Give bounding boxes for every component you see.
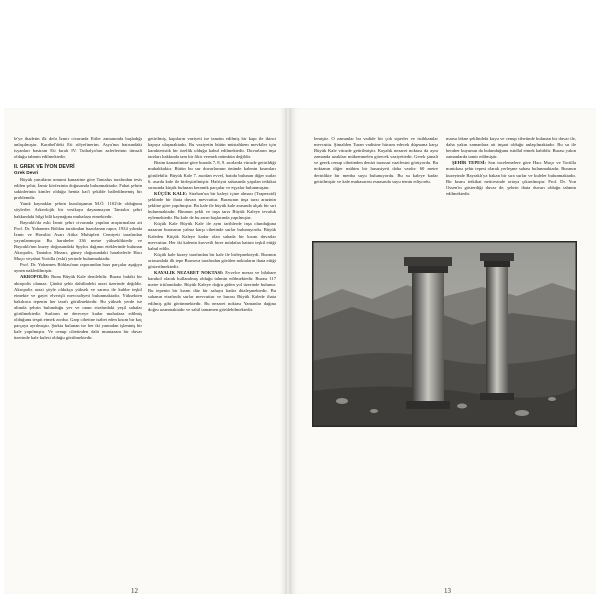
paragraph: getirilmiş, kapıların vaziyeti ise tanzim edilmiş bir kapı ile ikinci kapıya ulaşmaktadır. Bu vaziyetin bütün müstahkem mevkiler için karakteristik bir özellik olduğu kabul edilmektedir. Duvarların inşa tarzları hakkında tam bir fikir vermek mümkün değildir. <box>148 136 276 160</box>
kayalik-label: KAYALIK NEZARET NOKTASI: <box>154 270 224 276</box>
section-subheading: Grek Devri <box>14 170 39 176</box>
columns-illustration <box>312 241 577 427</box>
akropolis-paragraph <box>14 274 142 341</box>
paragraph: Büyük yanıtların umumi kanaatine göre Tantalus tarafından tesis edilen şehir, İzmir körfezinin doğusunda bulunmaktadır. Fakat şehrin sakinlerinin kimler olduğu henüz kat'i şekilde halledilmemiş bir problemdir. <box>14 176 142 201</box>
akropolis-text: Buna Büyük Kale denilebilir. Burası bakiki bir akropolis olamaz. Çünkü şehir dahilindeki arazi üzerinde değildir. Akropolis arazi şöyle oldukça yüksek ve sarımı ile kubbe teşkil etmekte ve gayet elverişli mevcudiyeti bulunmaktadır. Yüksekten bakılınca tepenin her tarafı görülmektedir. Bu yüksek yerde ise altında şehrin bulunduğu yer ve onun etrafındaki yeşil sahalar görülmektedir. Surların ne dereceye kadar muhafaza edilmiş olduğunu tespit etmek zordur. Garp cihetine isabet eden kısım bir kaç parçaya ayrılmıştır. Şarkta bulunan ise her iki yanından işlenmiş bir kale yapılmıştır. Ve cenup cihetinden dahi muntazam bir duvar üzerinde kale kulesi olduğu görülmektedir. <box>14 274 142 341</box>
paragraph: Küçük Kale Büyük Kale ile aynı tarihlerde inşa olunduğuna nazaran burasının yalnız karşı cihetinde surlar bulunuyordu. Büyük Kaleden Küçük Kaleye kadar olan sahada bir kısım duvarlar mevcuttur. Her iki kalenin kuvvetli birer müdafaa hattını teşkil ettiği kabul edilir. <box>148 221 276 251</box>
section-heading: II. GREK VE İYON DEVRİ <box>14 164 75 171</box>
left-page-column-1 <box>14 136 142 581</box>
left-page-column-2 <box>148 136 276 581</box>
akropolis-label: AKROPOLİS: <box>20 274 50 280</box>
paragraph: Yanık kaynaklar şehrin kuruluşunun M.Ö. 1102'de olduğunu söylerler. Arkeolojik bir vesikaya dayanmayan Tantalos şehri hakkındaki bilgi bilâ kaynağına muhafaza etmektedir. <box>14 201 142 219</box>
right-page-column-2 <box>446 136 576 234</box>
kayalik-text: Evvelce mezar ve bilahare karakol olarak kullanılmış olduğu tahmin edilmektedir. Burası 117 metre irtifaındadır. Büyük Kaleye doğru giden yol üzerinde bulunur. Bu tepenin bir kısmı düz bir sahaya kadar düzleşmektedir. Bu sahanın etrafında surlar mevcuttur ve burası Büyük Kalede ihata edilmiş gibi görünmektedir. Bu nezaret noktası Yamanlar dağına doğru uzanmaktadır ve sahil tamamen görülebilmektedir. <box>148 270 276 312</box>
kucuk-kale-label: KÜÇÜK KALE: <box>154 190 188 196</box>
paragraph: Bizim kanaatimize göre burada 7, 8, 9. asırlarda vücude getirildiği muhakkaktır. Bütün bu sur duvarlarının önünde kalenin kısımları görülebilir. Büyük Kale 7. asırdan evvel, batıda bulunan diğer surlar 6. asırda kale ile birleştirilmiştir. Hafriyat sahasında yapılan tetkikat sırasında küçük bulunan keramik parçalar ve eşyalar bulunmuştur. <box>148 160 276 190</box>
paragraph: lemiştir. O zamanlar bu vadide bir çok siperler ve istihkamlar mevcuttu. Şimalden Turan vadisine hücum edecek düşmana karşı Büyük Kale vücude getirilmiştir. Kayalık nezaret noktası da aynı zamanda uzakları mükemmelen görecek vaziyettedir. Gerek şimali ve gerek cenup cihetinden denizi tarassut vazifesini görüyordu. Bu noktanın diğer mühim bir hususiyeti daha vardır: 60 metre derinlikte bir menba suyu bulunuyordu. Bu su kaleye kadar getirilmiştir ve kale muhasarası esnasında suyu temin ediyordu. <box>314 136 438 184</box>
intro-text: le'ye ihadetin ilk defa İzmir civarında Etiler zamanında başladığı anlaşılmıştır. Karabel'deki Eti rölyefinerim. Asya'nın batısındaki isyanları bastıran Eti kıralı IV. Tuthalya'nın zaferlerinin timsali olduğu tahmin edilmektedir. <box>14 136 142 160</box>
paragraph: Küçük kale kuzey tarafından bir kale ile birleşmekteydi. Buranın ortasındaki ilk tepe Bornova tarafından görülen noktaların ihata ettiği gösterilmektedir. <box>148 251 276 269</box>
kayalik-paragraph <box>148 270 276 313</box>
ruins-photo <box>312 241 577 427</box>
paragraph: Bayraklı'da eski İzmir şehri civarında yapılan araştırmalara ait Prof. Dr. Yohannes Böhlau tarafından hazırlanan rapor, 1934 yılında İzmir ve Havalisi Asarı Atika Muhipleri Cemiyeti tarafından yayınlanmıştır. Bu harabeler 336 metre yüksekliktedir ve Bayraklı'nın kuzey doğusundaki Spylos dağının eteklerinde bulunan Akropolis, Tantalos Mezarı, güney doğusundaki harabelerle Hacı Muço veyahut Yortilla (eski) yerinde bulunmaktadır. <box>14 219 142 262</box>
page-number-left: 12 <box>131 587 138 595</box>
kucuk-kale-text: Strabon'un bir kaleyi içine alması (Trapezoid) şeklinde bir ihata duvarı mevcuttur. Burasının inşa tarzı arazinin şekline göre yapılmıştır. Bu kale ile büyük kale arasında alçak bir sırt bulunmaktadır. Binanın şekli ve inşa tarzı Büyük Kaleye tevafuk eylemektedir. Bu kale de bu asrın başlarında yapılmıştır. <box>148 190 276 221</box>
paragraph: Prof. Dr. Yohannes Böhlau'nun raporundan bazı parçalar aşağıya aynen nakledilmiştir. <box>14 262 142 274</box>
kucuk-kale-paragraph <box>148 191 276 221</box>
page-number-right: 13 <box>444 587 451 595</box>
sehir-label: ŞEHİR TEPESİ: <box>452 160 487 166</box>
right-page-column-1 <box>314 136 438 234</box>
paragraph: marsa lekne şeklindeki kuyu ve cenup cihetinde bulunan bir duvar ile, daha yakın zamanlara ait inşaat olduğu anlaşılmaktadır. Bu su ile beraber kuyunun da bulunduğunu istidlal etmek kabildir. Burası yakın zamanlarda tamir edilmiştir. <box>446 136 576 160</box>
sehir-text: Son incelemelere göre Hacı Muço ve Tortilla mıntıkası şehir tepesi olarak yerleşme sahası bulunmaktadır. Buranın kuzeyinde Bayraklı'ya bakan bir sıra surlar ve kuleler bulunmaktadır. Bir kısmı tetkikat neticesinde ortaya çıkarılmıştır. Prof. Dr. Yon Ossen'in gösterdiği duvar de, şehrin ihata duvarı olduğu tahmin edilmektedir. <box>446 160 576 196</box>
sehir-paragraph <box>446 160 576 197</box>
